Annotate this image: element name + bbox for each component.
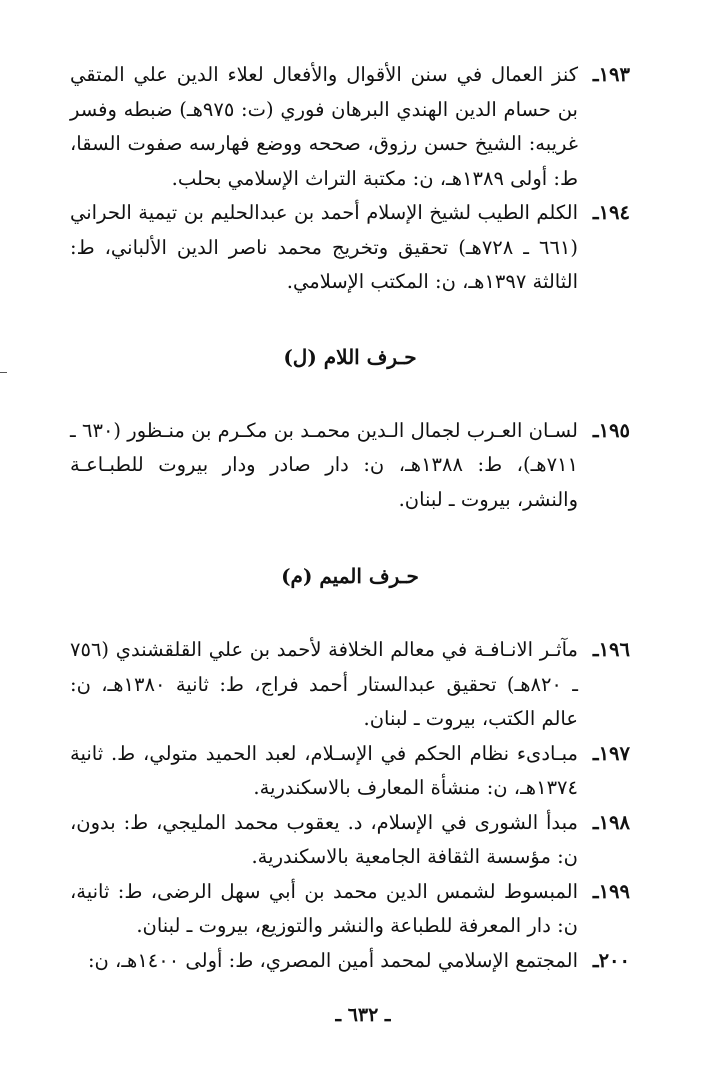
- entry-number: ١٩٩ـ: [592, 879, 630, 903]
- entry-number: ٢٠٠ـ: [592, 948, 630, 972]
- entry-text: مبـادىء نظام الحكم في الإسـلام، لعبد الحميد متولي، ط. ثانية ١٣٧٤هـ، ن: منشأة المعارف بالاسكندرية.: [70, 741, 578, 799]
- entry-197: [70, 737, 630, 806]
- entry-text: الكلم الطيب لشيخ الإسلام أحمد بن عبدالحليم بن تيمية الحراني (٦٦١ ـ ٧٢٨هـ) تحقيق وتخريج محمد ناصر الدين الألباني، ط: الثالثة ١٣٩٧هـ، ن: المكتب الإسلامي.: [70, 201, 578, 293]
- entry-195: [70, 414, 630, 518]
- entry-198: [70, 806, 630, 875]
- entry-text: المبسوط لشمس الدين محمد بن أبي سهل الرضى، ط: ثانية، ن: دار المعرفة للطباعة والنشر والتوزيع، بيروت ـ لبنان.: [70, 879, 578, 937]
- entry-number: ١٩٦ـ: [592, 638, 630, 661]
- entry-193: [70, 58, 630, 196]
- entry-196: [70, 633, 630, 737]
- entry-number: ١٩٨ـ: [592, 810, 630, 834]
- entry-number: ١٩٤ـ: [592, 201, 630, 224]
- page-number: ـ ٦٣٢ ـ: [335, 1004, 391, 1026]
- entry-number: ١٩٥ـ: [592, 418, 630, 442]
- entry-200: [70, 944, 630, 979]
- entry-199: [70, 875, 630, 944]
- section-heading-lam: حـرف اللام (ل): [283, 344, 417, 369]
- entry-text: كنز العمال في سنن الأقوال والأفعال لعلاء الدين علي المتقي بن حسام الدين الهندي البرهان فوري (ت: ٩٧٥هـ) ضبطه وفسر غريبه: الشيخ حسن رزوق، صححه ووضع فهارسه صفوت السقا، ط: أولى ١٣٨٩هـ، ن: مكتبة التراث الإسلامي بحلب.: [70, 63, 578, 190]
- page-body: [70, 58, 630, 978]
- entry-text: مبدأ الشورى في الإسلام، د. يعقوب محمد المليجي، ط: بدون، ن: مؤسسة الثقافة الجامعية بالاسكندرية.: [70, 810, 578, 868]
- entry-number: ١٩٣ـ: [592, 63, 630, 86]
- entry-text: لسـان العـرب لجمال الـدين محمـد بن مكـرم بن منـظور (٦٣٠ ـ ٧١١هـ)، ط: ١٣٨٨هـ، ن: دار صادر ودار بيروت للطبـاعـة والنشر، بيروت ـ لبنان.: [70, 418, 578, 511]
- entry-number: ١٩٧ـ: [592, 741, 630, 765]
- section-heading-mim: حـرف الميم (م): [281, 564, 419, 588]
- entry-194: [70, 196, 630, 300]
- entry-text: المجتمع الإسلامي لمحمد أمين المصري، ط: أولى ١٤٠٠هـ، ن:: [87, 948, 578, 972]
- margin-mark: [0, 372, 7, 373]
- entry-text: مآثـر الانـافـة في معالم الخلافة لأحمد بن علي القلقشندي (٧٥٦ ـ ٨٢٠هـ) تحقيق عبدالستار أحمد فراج، ط: ثانية ١٣٨٠هـ، ن: عالم الكتب، بيروت ـ لبنان.: [70, 638, 578, 730]
